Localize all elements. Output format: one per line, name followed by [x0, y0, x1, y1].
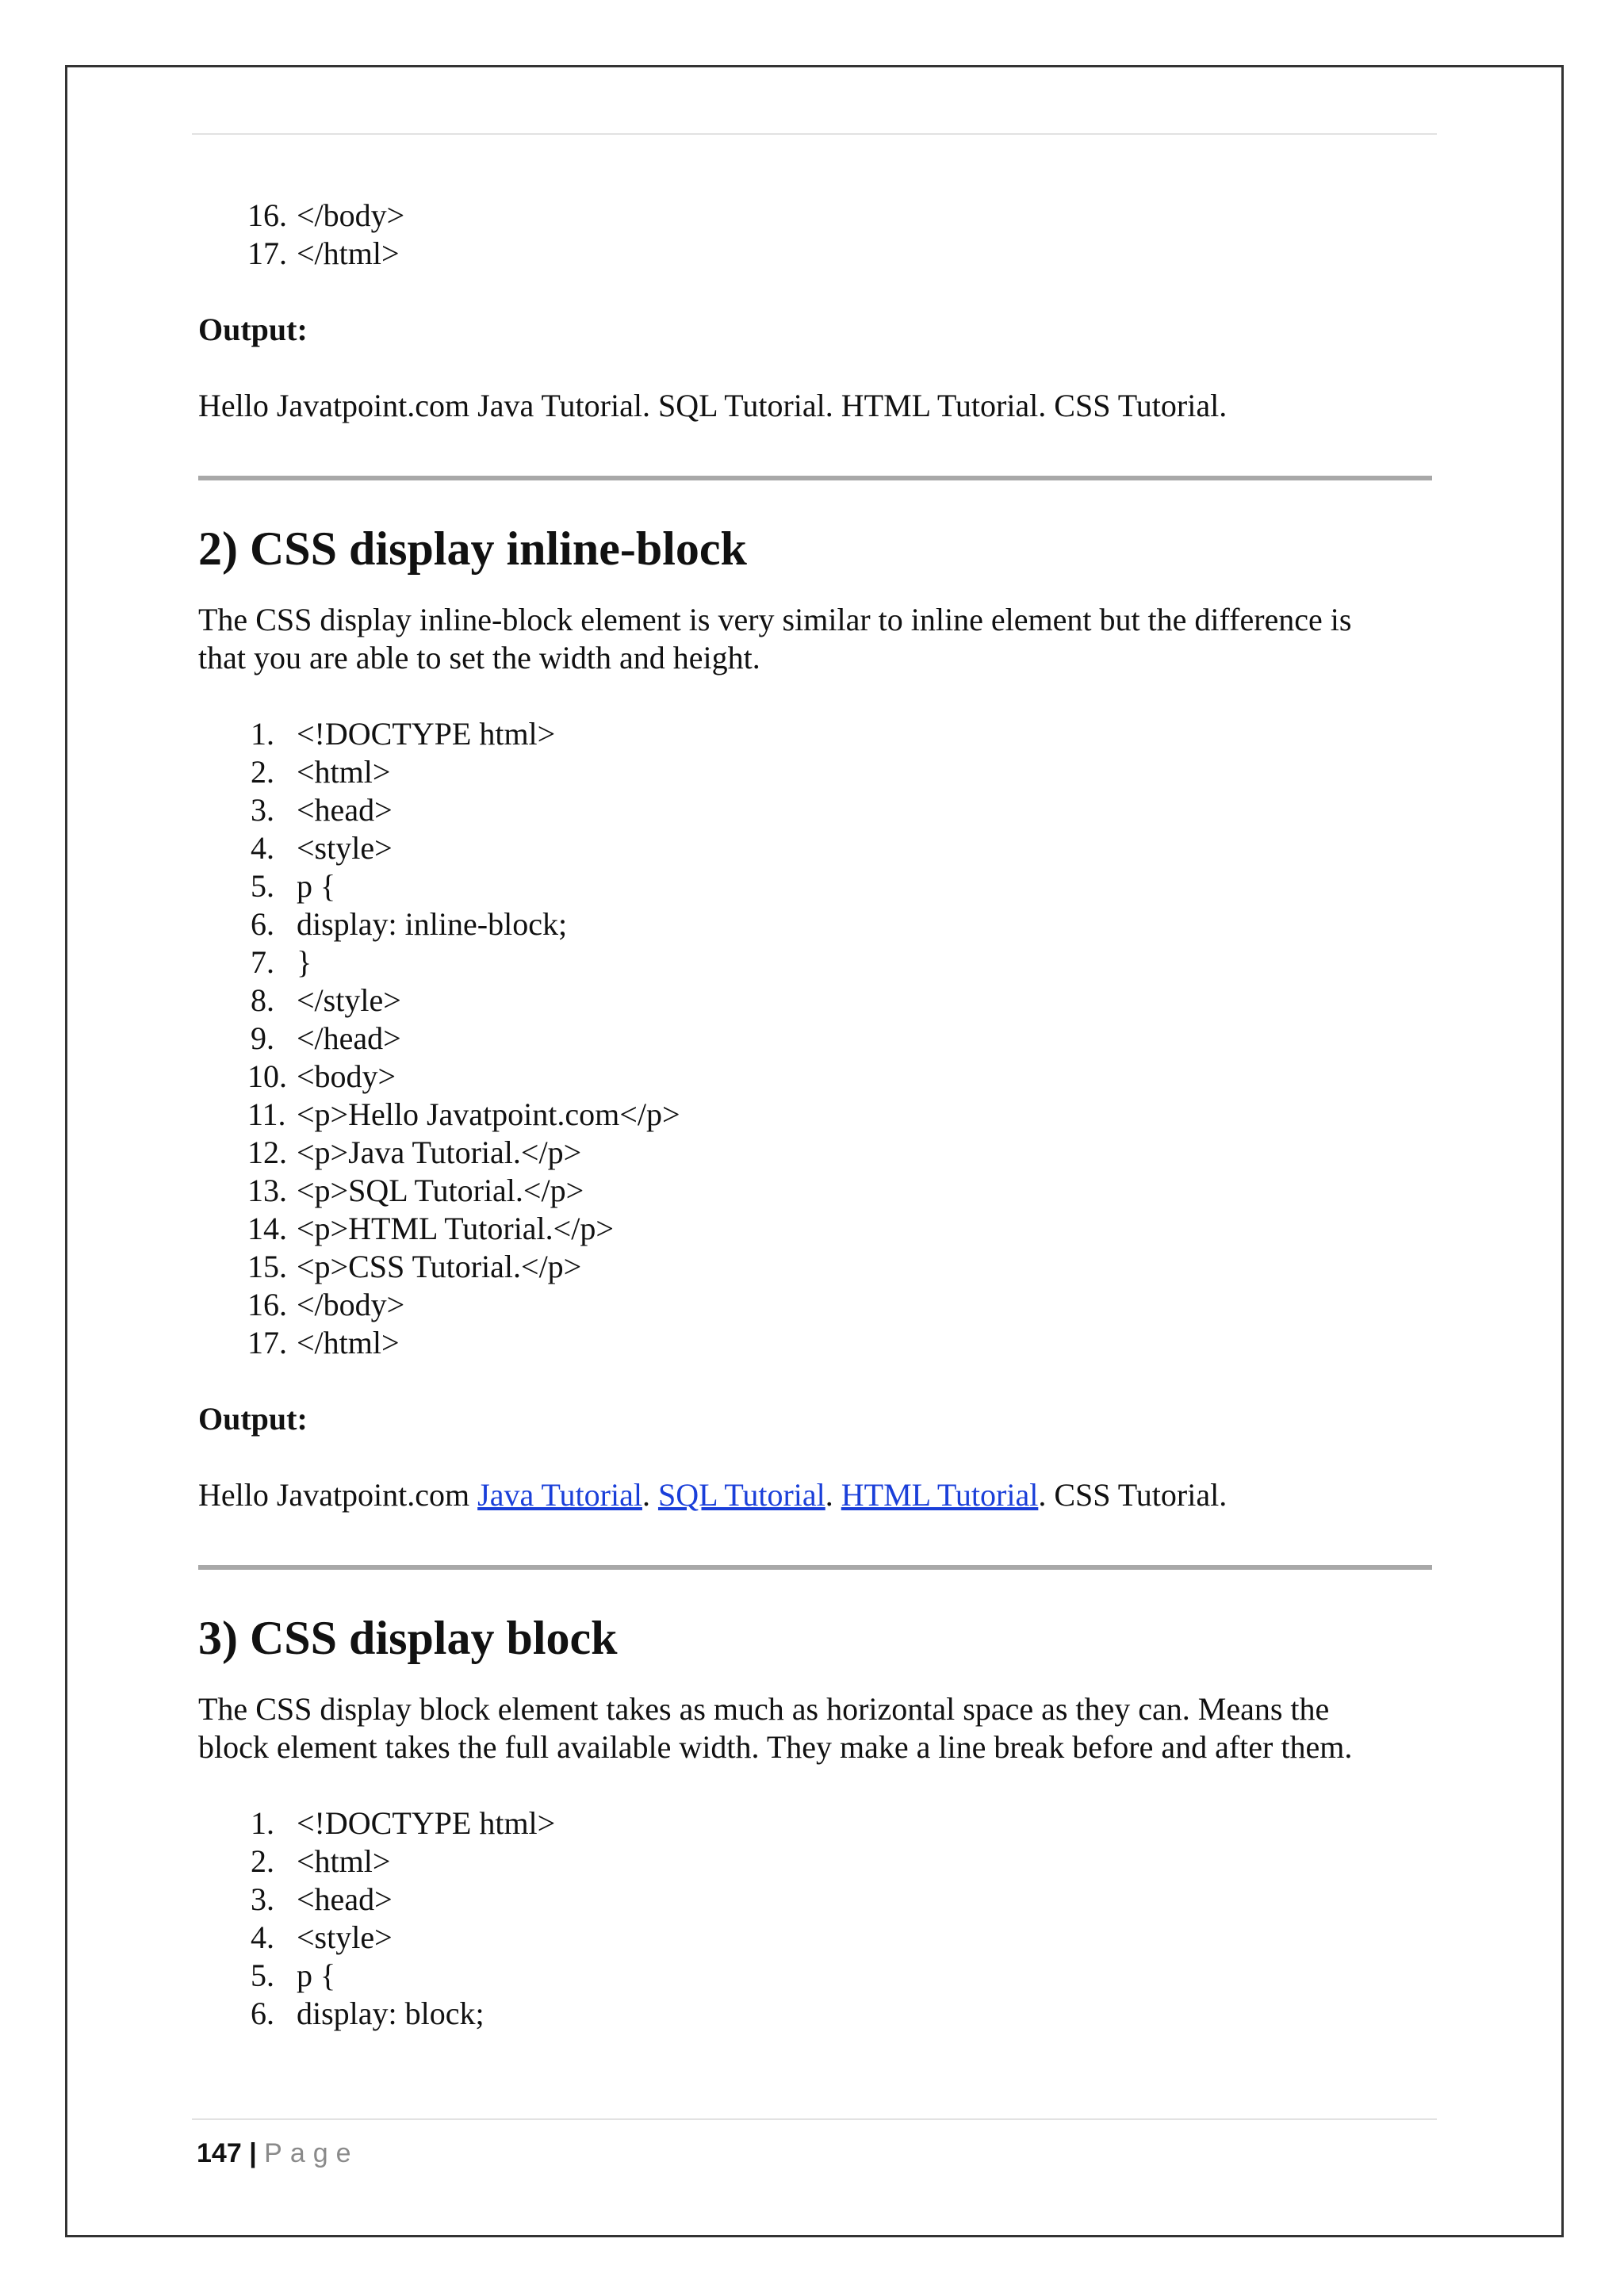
line-number: 8. — [251, 982, 274, 1018]
code-line — [198, 1210, 1435, 1248]
code-text: <style> — [297, 830, 393, 866]
section-paragraph-line: that you are able to set the width and height. — [198, 640, 760, 675]
section-paragraph-line: The CSS display block element takes as much as horizontal space as they can. Means the — [198, 1691, 1330, 1727]
footer-rule — [192, 2118, 1437, 2120]
page-footer — [197, 2136, 359, 2171]
code-text: </html> — [297, 235, 400, 271]
page-word: Page — [264, 2138, 359, 2168]
code-text: <p>Java Tutorial.</p> — [297, 1135, 582, 1170]
code-text: <body> — [297, 1058, 396, 1094]
java-tutorial-link[interactable]: Java Tutorial — [477, 1477, 642, 1513]
code-text: p { — [297, 868, 336, 904]
code-line — [198, 1286, 1435, 1324]
page-content — [198, 197, 1435, 2033]
code-text: <!DOCTYPE html> — [297, 1805, 556, 1841]
line-number: 16. — [247, 1287, 287, 1322]
code-text: </head> — [297, 1020, 401, 1056]
code-text: <head> — [297, 792, 393, 828]
code-line — [198, 943, 1435, 982]
line-number: 2. — [251, 1843, 274, 1879]
code-line — [198, 1172, 1435, 1210]
sql-tutorial-link[interactable]: SQL Tutorial — [657, 1477, 825, 1513]
output-separator: . — [642, 1477, 658, 1513]
code-text: <html> — [297, 1843, 391, 1879]
code-text: <html> — [297, 754, 391, 790]
code-line — [198, 715, 1435, 753]
code-text: <p>Hello Javatpoint.com</p> — [297, 1096, 680, 1132]
line-number: 9. — [251, 1020, 274, 1056]
code-line — [198, 753, 1435, 791]
code-line — [198, 867, 1435, 905]
code-text: </body> — [297, 197, 405, 233]
section-divider — [198, 1565, 1432, 1570]
line-number: 11. — [247, 1096, 286, 1132]
code-listing — [198, 715, 1435, 1362]
code-text: p { — [297, 1957, 336, 1993]
section-divider — [198, 476, 1432, 480]
code-line — [198, 1248, 1435, 1286]
code-line — [198, 197, 1435, 235]
html-tutorial-link[interactable]: HTML Tutorial — [841, 1477, 1039, 1513]
code-text: <head> — [297, 1881, 393, 1917]
code-text: <p>HTML Tutorial.</p> — [297, 1211, 614, 1246]
line-number: 16. — [247, 197, 287, 233]
line-number: 5. — [251, 1957, 274, 1993]
code-line — [198, 1096, 1435, 1134]
code-line — [198, 791, 1435, 829]
line-number: 12. — [247, 1135, 287, 1170]
section-heading: 3) CSS display block — [198, 1612, 618, 1664]
line-number: 4. — [251, 830, 274, 866]
code-text: display: inline-block; — [297, 906, 568, 942]
line-number: 17. — [247, 1325, 287, 1360]
line-number: 7. — [251, 944, 274, 980]
line-number: 17. — [247, 235, 287, 271]
footer-separator: | — [249, 2138, 257, 2168]
line-number: 6. — [251, 1996, 274, 2031]
line-number: 1. — [251, 1805, 274, 1841]
output-label: Output: — [198, 1401, 308, 1437]
code-line — [198, 1324, 1435, 1362]
code-line — [198, 1995, 1435, 2033]
header-rule — [192, 133, 1437, 135]
line-number: 10. — [247, 1058, 287, 1094]
code-text: } — [297, 944, 312, 980]
section-paragraph-line: block element takes the full available width. They make a line break before and after them. — [198, 1729, 1353, 1765]
code-text: display: block; — [297, 1996, 485, 2031]
line-number: 6. — [251, 906, 274, 942]
page-number: 147 — [197, 2138, 242, 2168]
code-listing — [198, 1804, 1435, 2033]
code-text: </body> — [297, 1287, 405, 1322]
line-number: 13. — [247, 1173, 287, 1208]
line-number: 3. — [251, 1881, 274, 1917]
code-text: </html> — [297, 1325, 400, 1360]
code-line — [198, 1843, 1435, 1881]
line-number: 3. — [251, 792, 274, 828]
code-text: <p>SQL Tutorial.</p> — [297, 1173, 584, 1208]
output-lead-text: Hello Javatpoint.com — [198, 1477, 478, 1513]
code-line — [198, 1058, 1435, 1096]
code-line — [198, 905, 1435, 943]
code-line — [198, 1919, 1435, 1957]
code-line — [198, 1134, 1435, 1172]
code-line — [198, 829, 1435, 867]
line-number: 2. — [251, 754, 274, 790]
code-line — [198, 1804, 1435, 1843]
line-number: 4. — [251, 1919, 274, 1955]
section-heading: 2) CSS display inline-block — [198, 522, 747, 575]
code-text: <p>CSS Tutorial.</p> — [297, 1249, 582, 1284]
code-line — [198, 1020, 1435, 1058]
output-text: Hello Javatpoint.com Java Tutorial. SQL Tutorial. HTML Tutorial. CSS Tutorial. — [198, 388, 1228, 423]
code-line — [198, 1881, 1435, 1919]
line-number: 15. — [247, 1249, 287, 1284]
section-paragraph-line: The CSS display inline-block element is very similar to inline element but the difference is — [198, 602, 1352, 637]
output-label: Output: — [198, 312, 308, 347]
line-number: 14. — [247, 1211, 287, 1246]
code-line — [198, 235, 1435, 273]
output-text — [198, 1476, 1435, 1514]
code-text: </style> — [297, 982, 401, 1018]
line-number: 5. — [251, 868, 274, 904]
output-tail-text: . CSS Tutorial. — [1038, 1477, 1228, 1513]
code-line — [198, 1957, 1435, 1995]
line-number: 1. — [251, 716, 274, 752]
code-text: <style> — [297, 1919, 393, 1955]
code-line — [198, 982, 1435, 1020]
code-text: <!DOCTYPE html> — [297, 716, 556, 752]
code-listing-continued — [198, 197, 1435, 273]
output-separator: . — [825, 1477, 841, 1513]
